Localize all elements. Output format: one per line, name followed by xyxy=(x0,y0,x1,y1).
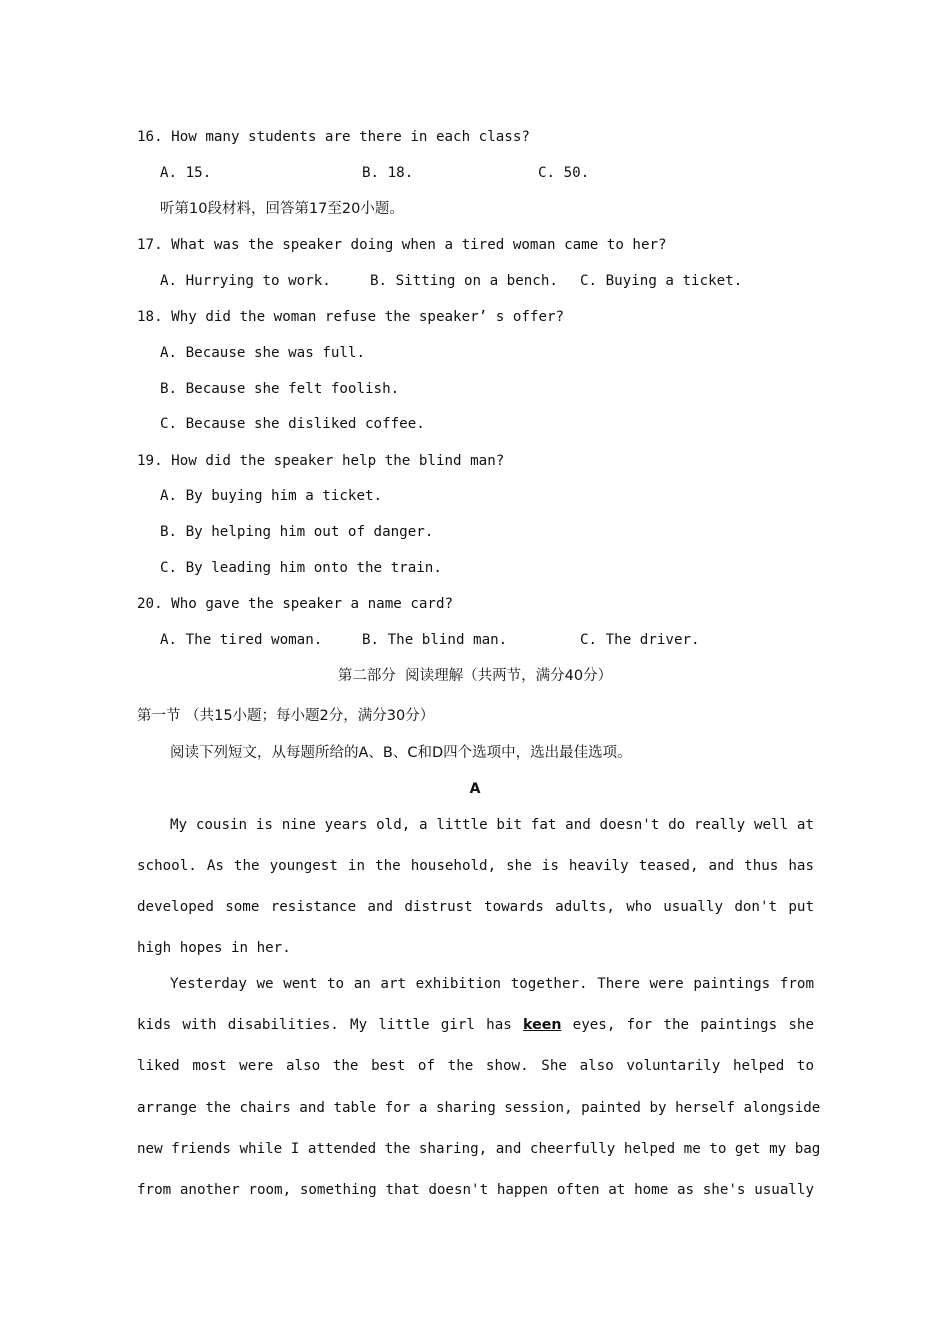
section1-header: 第一节 （共15小题；每小题2分，满分30分） xyxy=(137,708,435,724)
question-18-option-b: B. Because she felt foolish. xyxy=(160,381,400,397)
passage-p2-line2-after: eyes, for the paintings she xyxy=(572,1017,814,1033)
question-19-option-c: C. By leading him onto the train. xyxy=(160,560,442,576)
passage-p2-line6: from another room, something that doesn't happen often at home as she's usually xyxy=(137,1182,814,1198)
question-18-option-c: C. Because she disliked coffee. xyxy=(160,416,425,432)
question-17-option-b: B. Sitting on a bench. xyxy=(370,273,558,289)
question-18-option-a: A. Because she was full. xyxy=(160,345,365,361)
question-18-stem: 18. Why did the woman refuse the speaker’ s offer? xyxy=(137,309,565,325)
part2-title: 第二部分 阅读理解（共两节，满分40分） xyxy=(337,668,613,684)
passage-p1-line3: developed some resistance and distrust towards adults, who usually don't put xyxy=(137,899,814,915)
passage-label: A xyxy=(469,781,481,797)
question-20-stem: 20. Who gave the speaker a name card? xyxy=(137,596,454,612)
passage-p2-line2-before: kids with disabilities. My little girl has xyxy=(137,1017,512,1033)
keen-word: keen xyxy=(523,1017,562,1033)
question-17-option-a: A. Hurrying to work. xyxy=(160,273,331,289)
passage-p2-line1: Yesterday we went to an art exhibition together. There were paintings from xyxy=(170,976,814,992)
question-19-option-a: A. By buying him a ticket. xyxy=(160,488,383,504)
question-17-option-c: C. Buying a ticket. xyxy=(580,273,743,289)
passage-p2-line5: new friends while I attended the sharing, and cheerfully helped me to get my bag xyxy=(137,1141,821,1157)
passage-p2-line3: liked most were also the best of the show. She also voluntarily helped to xyxy=(137,1058,814,1074)
listening-instruction: 听第10段材料，回答第17至20小题。 xyxy=(160,201,404,217)
passage-p1-line2: school. As the youngest in the household, she is heavily teased, and thus has xyxy=(137,858,814,874)
passage-p1-line4: high hopes in her. xyxy=(137,940,291,956)
question-16-stem: 16. How many students are there in each class? xyxy=(137,129,530,145)
passage-p2-line4: arrange the chairs and table for a sharing session, painted by herself alongside xyxy=(137,1100,821,1116)
question-20-option-b: B. The blind man. xyxy=(362,632,508,648)
question-19-stem: 19. How did the speaker help the blind man? xyxy=(137,453,505,469)
question-16-option-a: A. 15. xyxy=(160,165,212,181)
passage-p1-line1: My cousin is nine years old, a little bit fat and doesn't do really well at xyxy=(170,817,814,833)
question-17-stem: 17. What was the speaker doing when a tired woman came to her? xyxy=(137,237,667,253)
question-20-option-a: A. The tired woman. xyxy=(160,632,323,648)
question-16-option-c: C. 50. xyxy=(538,165,590,181)
passage-p2-line2 xyxy=(137,1015,814,1035)
question-20-option-c: C. The driver. xyxy=(580,632,700,648)
reading-instruction: 阅读下列短文，从每题所给的A、B、C和D四个选项中，选出最佳选项。 xyxy=(170,745,632,761)
question-16-option-b: B. 18. xyxy=(362,165,414,181)
question-19-option-b: B. By helping him out of danger. xyxy=(160,524,434,540)
